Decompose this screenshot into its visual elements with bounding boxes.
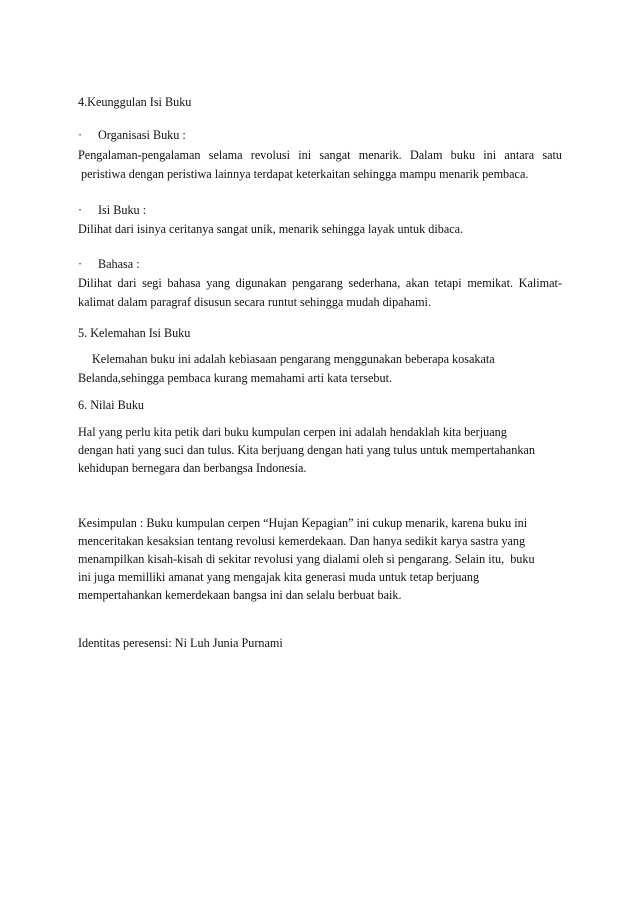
nilai-line: dengan hati yang suci dan tulus. Kita berjuang dengan hati yang tulus untuk mempertahankan — [78, 443, 535, 457]
bahasa-label: Bahasa : — [98, 257, 140, 271]
identitas-peresensi: Identitas peresensi: Ni Luh Junia Purnami — [78, 636, 283, 650]
kesimpulan-line: menceritakan kesaksian tentang revolusi kemerdekaan. Dan hanya sedikit karya sastra yang — [78, 534, 526, 548]
bahasa-line: kalimat dalam paragraf disusun secara runtut sehingga mudah dipahami. — [78, 295, 431, 309]
bahasa-line: Dilihat dari segi bahasa yang digunakan pengarang sederhana, akan tetapi memikat. Kalimat- — [78, 276, 562, 290]
organisasi-bullet-item — [78, 128, 186, 143]
kesimpulan-line: menampilkan kisah-kisah di sekitar revolusi yang dialami oleh si pengarang. Selain itu, buku — [78, 552, 535, 566]
keunggulan-heading: 4.Keunggulan Isi Buku — [78, 95, 192, 109]
nilai-line: kehidupan bernegara dan berbangsa Indonesia. — [78, 461, 307, 475]
bullet-icon: · — [78, 203, 83, 217]
isi-line: Dilihat dari isinya ceritanya sangat unik, menarik sehingga layak untuk dibaca. — [78, 222, 464, 236]
kelemahan-heading: 5. Kelemahan Isi Buku — [78, 326, 191, 340]
isi-bullet-item — [78, 203, 146, 218]
isi-label: Isi Buku : — [98, 203, 147, 217]
nilai-line: Hal yang perlu kita petik dari buku kumpulan cerpen ini adalah hendaklah kita berjuang — [78, 425, 507, 439]
kesimpulan-line: ini juga memilliki amanat yang mengajak kita generasi muda untuk tetap berjuang — [78, 570, 480, 584]
kesimpulan-line: Kesimpulan : Buku kumpulan cerpen “Hujan Kepagian” ini cukup menarik, karena buku ini — [78, 516, 528, 530]
bullet-icon: · — [78, 128, 83, 142]
document-page — [78, 0, 562, 903]
nilai-heading: 6. Nilai Buku — [78, 398, 145, 412]
organisasi-line: Pengalaman-pengalaman selama revolusi ini sangat menarik. Dalam buku ini antara satu — [78, 148, 562, 162]
bahasa-bullet-item — [78, 257, 140, 272]
organisasi-line: peristiwa dengan peristiwa lainnya terdapat keterkaitan sehingga mampu menarik pembaca. — [78, 167, 529, 181]
kelemahan-line: Kelemahan buku ini adalah kebiasaan pengarang menggunakan beberapa kosakata — [92, 352, 495, 366]
kesimpulan-line: mempertahankan kemerdekaan bangsa ini dan selalu berbuat baik. — [78, 588, 402, 602]
kelemahan-line: Belanda,sehingga pembaca kurang memahami arti kata tersebut. — [78, 371, 393, 385]
bullet-icon: · — [78, 257, 83, 271]
organisasi-label: Organisasi Buku : — [98, 128, 186, 142]
